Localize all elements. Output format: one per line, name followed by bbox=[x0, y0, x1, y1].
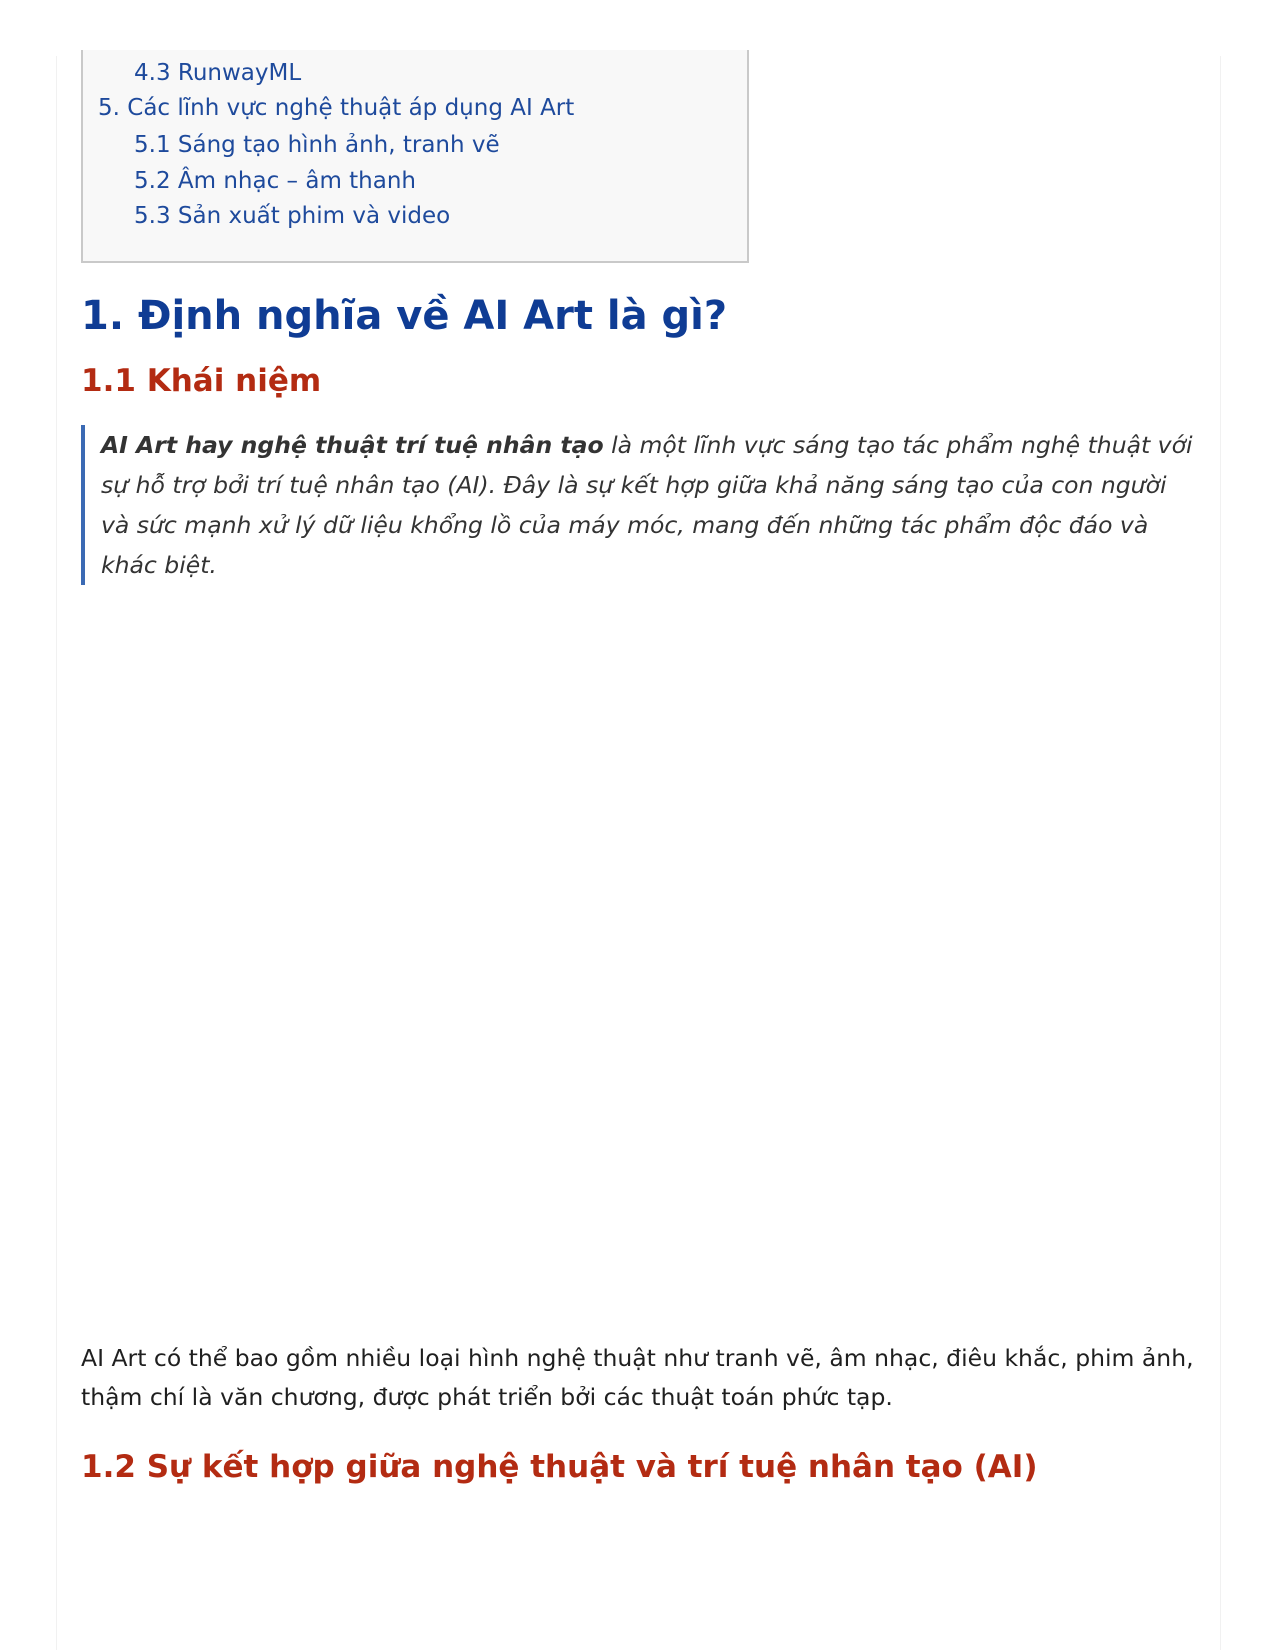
subsection-heading-combination: 1.2 Sự kết hợp giữa nghệ thuật và trí tuệ nhân tạo (AI) bbox=[81, 1449, 1038, 1485]
toc-link-5-1[interactable]: 5.1 Sáng tạo hình ảnh, tranh vẽ bbox=[134, 132, 500, 158]
table-of-contents bbox=[81, 50, 749, 263]
toc-link-5[interactable]: 5. Các lĩnh vực nghệ thuật áp dụng AI Art bbox=[98, 95, 575, 121]
toc-link-4-3[interactable]: 4.3 RunwayML bbox=[134, 60, 302, 86]
quote-text: là một lĩnh vực sáng tạo tác phẩm nghệ thuật với sự hỗ trợ bởi trí tuệ nhân tạo (AI). Đây là sự kết hợp giữa khả năng sáng tạo của con người và sức mạnh xử lý dữ liệu khổng lồ của máy móc, mang đến những tác phẩm độc đáo và khác biệt. bbox=[101, 431, 1193, 579]
toc-link-5-3[interactable]: 5.3 Sản xuất phim và video bbox=[134, 203, 451, 229]
body-paragraph: AI Art có thể bao gồm nhiều loại hình nghệ thuật như tranh vẽ, âm nhạc, điêu khắc, phim ảnh, thậm chí là văn chương, được phát triển bởi các thuật toán phức tạp. bbox=[81, 1344, 1194, 1411]
subsection-heading-concept: 1.1 Khái niệm bbox=[81, 363, 322, 399]
toc-link-5-2[interactable]: 5.2 Âm nhạc – âm thanh bbox=[134, 168, 417, 194]
definition-blockquote bbox=[81, 425, 1193, 585]
section-heading: 1. Định nghĩa về AI Art là gì? bbox=[81, 293, 728, 339]
quote-bold-term: AI Art hay nghệ thuật trí tuệ nhân tạo bbox=[101, 431, 604, 459]
